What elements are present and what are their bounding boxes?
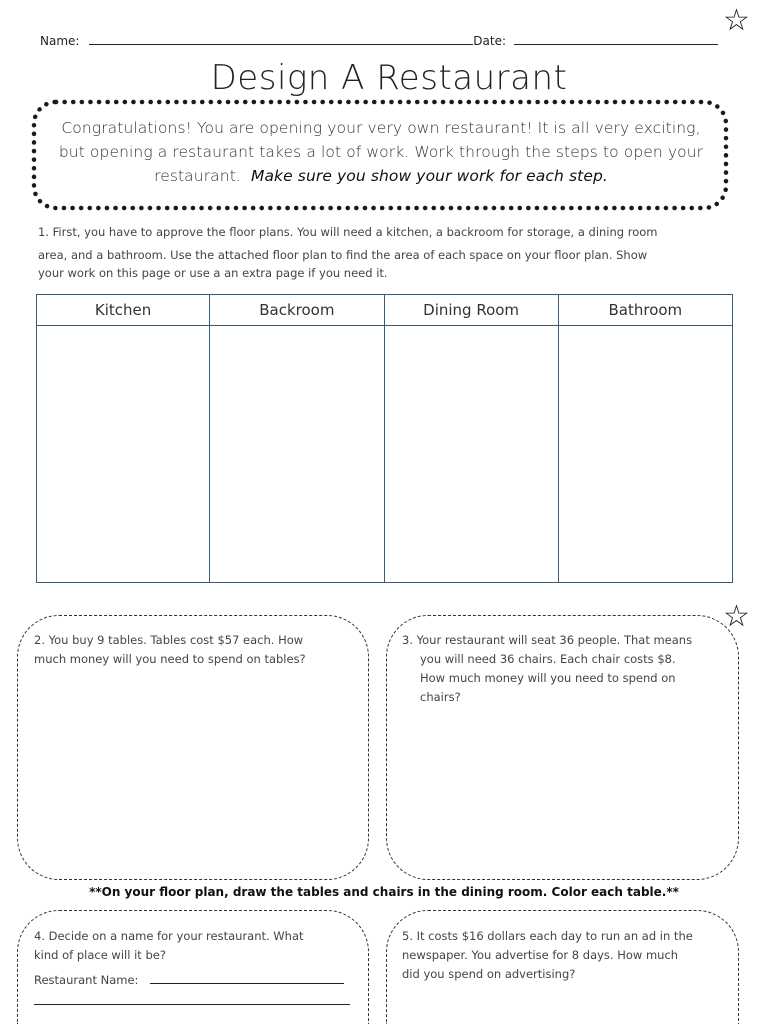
- restaurant-name-label: Restaurant Name:: [34, 973, 139, 987]
- cell-dining-room[interactable]: [384, 326, 558, 583]
- intro-line-2: but opening a restaurant takes a lot of work. Work through the steps to open your: [58, 143, 704, 161]
- question-4-text: [34, 927, 364, 1005]
- star-icon: ☆: [723, 3, 750, 38]
- intro-line-3-plain: restaurant.: [154, 167, 241, 185]
- step1-text: [38, 221, 738, 282]
- date-line[interactable]: [514, 34, 718, 45]
- restaurant-name-line[interactable]: [150, 975, 344, 984]
- header-kitchen: Kitchen: [37, 295, 210, 326]
- header-bathroom: Bathroom: [558, 295, 732, 326]
- q4-line-1: 4. Decide on a name for your restaurant. What: [34, 929, 304, 943]
- cell-kitchen[interactable]: [37, 326, 210, 583]
- star-icon: ☆: [723, 599, 750, 634]
- cell-backroom[interactable]: [210, 326, 384, 583]
- question-3-text: [402, 631, 732, 707]
- step1-line-2: area, and a bathroom. Use the attached floor plan to find the area of each space on your floor plan. Show: [38, 248, 648, 262]
- q3-line-2: you will need 36 chairs. Each chair costs $8.: [420, 652, 676, 666]
- area-table-work-row: [37, 326, 733, 583]
- step1-line-3: your work on this page or use a an extra page if you need it.: [38, 266, 388, 280]
- q3-line-3: How much money will you need to spend on: [420, 671, 676, 685]
- question-5-text: [402, 927, 732, 984]
- q5-line-2: newspaper. You advertise for 8 days. How much: [402, 948, 679, 962]
- step1-line-1: 1. First, you have to approve the floor plans. You will need a kitchen, a backroom for storage, a dining room: [38, 225, 658, 239]
- header-dining-room: Dining Room: [384, 295, 558, 326]
- floor-plan-note: **On your floor plan, draw the tables and chairs in the dining room. Color each table.**: [89, 885, 679, 899]
- intro-text: [36, 116, 726, 188]
- date-label: Date:: [473, 34, 507, 48]
- q4-line-2: kind of place will it be?: [34, 948, 166, 962]
- cell-bathroom[interactable]: [558, 326, 732, 583]
- area-table-header-row: [37, 295, 733, 326]
- intro-line-1: Congratulations! You are opening your very own restaurant! It is all very exciting,: [61, 119, 701, 137]
- restaurant-name-row: [34, 971, 364, 990]
- question-2-text: [34, 631, 364, 669]
- q5-line-3: did you spend on advertising?: [402, 967, 576, 981]
- q3-line-4: chairs?: [420, 690, 461, 704]
- intro-instruction: Make sure you show your work for each step.: [250, 167, 608, 185]
- name-label: Name:: [40, 34, 80, 48]
- name-line[interactable]: [89, 34, 473, 45]
- area-table: [36, 294, 733, 583]
- q2-line-1: 2. You buy 9 tables. Tables cost $57 each. How: [34, 633, 304, 647]
- q3-line-1: 3. Your restaurant will seat 36 people. That means: [402, 633, 693, 647]
- intro-line-3: [36, 164, 726, 188]
- q2-line-2: much money will you need to spend on tables?: [34, 652, 306, 666]
- q5-line-1: 5. It costs $16 dollars each day to run an ad in the: [402, 929, 693, 943]
- page-title: Design A Restaurant: [210, 58, 568, 98]
- header-backroom: Backroom: [210, 295, 384, 326]
- restaurant-name-line-2[interactable]: [34, 990, 350, 1005]
- name-row: [40, 34, 718, 48]
